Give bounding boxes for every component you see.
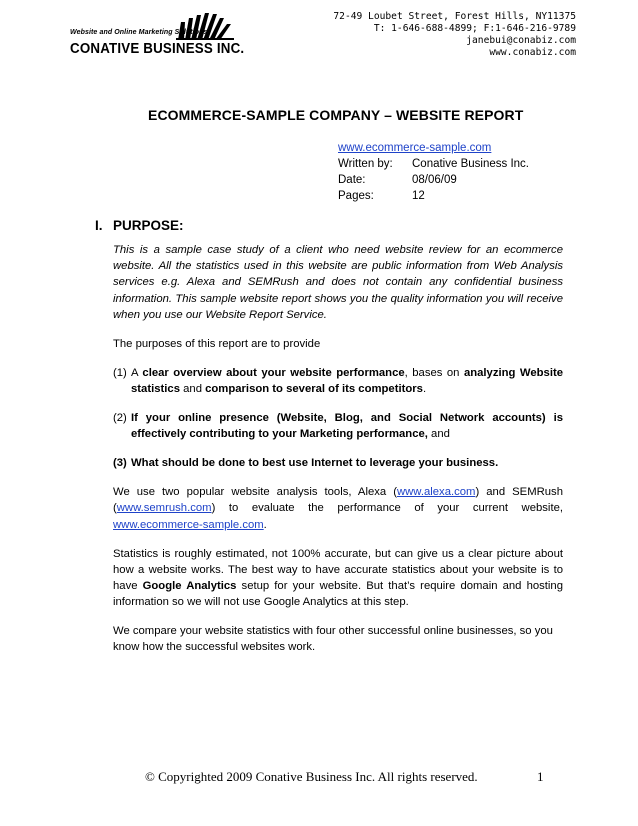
section-title: PURPOSE: bbox=[113, 218, 184, 233]
meta-row-date bbox=[338, 172, 529, 188]
item-text bbox=[131, 365, 563, 397]
ecommerce-sample-link[interactable]: www.ecommerce-sample.com bbox=[113, 518, 264, 531]
report-site-link[interactable]: www.ecommerce-sample.com bbox=[338, 142, 492, 154]
meta-label: Pages: bbox=[338, 190, 374, 202]
text-part: ) to evaluate the performance of your current website, bbox=[211, 502, 563, 515]
meta-row-pages bbox=[338, 188, 529, 204]
intro-paragraph: This is a sample case study of a client who need website review for an ecommerce website. All the statistics used in this website are public information from Web Analysis services e.g. Alexa and SEMRush and does not contain any confidential business information. This sample website report shows you the quality information you will receive when you use our Website Report Service. bbox=[113, 244, 563, 321]
item-text-bold: comparison to several of its competitors bbox=[205, 383, 423, 396]
item-number: (3) bbox=[113, 457, 127, 470]
report-meta bbox=[338, 140, 529, 204]
item-text-bold: clear overview about your website performance bbox=[142, 366, 405, 379]
contact-address: 72-49 Loubet Street, Forest Hills, NY11375 bbox=[333, 11, 576, 22]
text-part: Statistics is roughly estimated, not 100% accurate, but can give us a clear picture about how a website works. The best way to have accurate statistics about your website is to have bbox=[113, 547, 563, 593]
meta-value: 12 bbox=[412, 190, 425, 202]
semrush-link[interactable]: www.semrush.com bbox=[116, 502, 212, 515]
google-analytics-bold: Google Analytics bbox=[142, 580, 237, 593]
contact-block bbox=[333, 11, 576, 59]
purpose-item-3 bbox=[113, 455, 563, 471]
item-text bbox=[131, 410, 563, 442]
item-text-bold: analyzing Website statistics bbox=[131, 366, 564, 396]
contact-website[interactable]: www.conabiz.com bbox=[489, 47, 576, 58]
text-part: . bbox=[263, 518, 267, 531]
item-text-part: and bbox=[179, 383, 206, 396]
logo-company-name: CONATIVE BUSINESS INC. bbox=[70, 41, 245, 57]
item-text-part: A bbox=[131, 366, 143, 379]
meta-value: 08/06/09 bbox=[412, 174, 457, 186]
logo-tagline: Website and Online Marketing Solutions bbox=[70, 29, 208, 36]
purpose-item-2 bbox=[113, 410, 563, 442]
text-part: setup for your website. But that’s require domain and hosting information so we will not use Google Analytics at this step. bbox=[113, 580, 563, 609]
text-part: We use two popular website analysis tools, Alexa ( bbox=[113, 486, 397, 499]
meta-row-written-by bbox=[338, 156, 529, 172]
company-logo bbox=[70, 10, 270, 60]
section-number: I. bbox=[95, 218, 103, 233]
footer-copyright: © Copyrighted 2009 Conative Business Inc. All rights reserved. bbox=[145, 769, 478, 784]
item-number: (1) bbox=[113, 366, 127, 379]
report-body bbox=[113, 242, 563, 668]
item-text-part: and bbox=[427, 428, 450, 441]
purpose-item-1 bbox=[113, 365, 563, 397]
item-text: What should be done to best use Internet to leverage your business. bbox=[131, 457, 499, 470]
item-text-bold: If your online presence (Website, Blog, and Social Network accounts) is effectively contributing to your Marketing performance, bbox=[131, 412, 563, 441]
section-heading bbox=[95, 218, 184, 233]
statistics-paragraph bbox=[113, 546, 563, 611]
item-text-part: , bases on bbox=[404, 366, 464, 379]
contact-phone-fax: T: 1-646-688-4899; F:1-646-216-9789 bbox=[373, 23, 576, 34]
contact-email[interactable]: janebui@conabiz.com bbox=[466, 35, 576, 46]
report-title: ECOMMERCE-SAMPLE COMPANY – WEBSITE REPORT bbox=[148, 107, 524, 123]
compare-paragraph: We compare your website statistics with four other successful online businesses, so you know how the successful websites work. bbox=[113, 625, 553, 654]
alexa-link[interactable]: www.alexa.com bbox=[396, 486, 476, 499]
page-number: 1 bbox=[537, 769, 544, 784]
text-part: ) and SEMRush ( bbox=[113, 486, 563, 515]
purpose-lead: The purposes of this report are to provide bbox=[113, 337, 321, 350]
item-number: (2) bbox=[113, 412, 127, 425]
meta-label: Date: bbox=[338, 174, 366, 186]
item-text-part: . bbox=[422, 383, 427, 396]
meta-label: Written by: bbox=[338, 158, 393, 170]
tools-paragraph bbox=[113, 484, 563, 533]
meta-value: Conative Business Inc. bbox=[412, 158, 529, 170]
